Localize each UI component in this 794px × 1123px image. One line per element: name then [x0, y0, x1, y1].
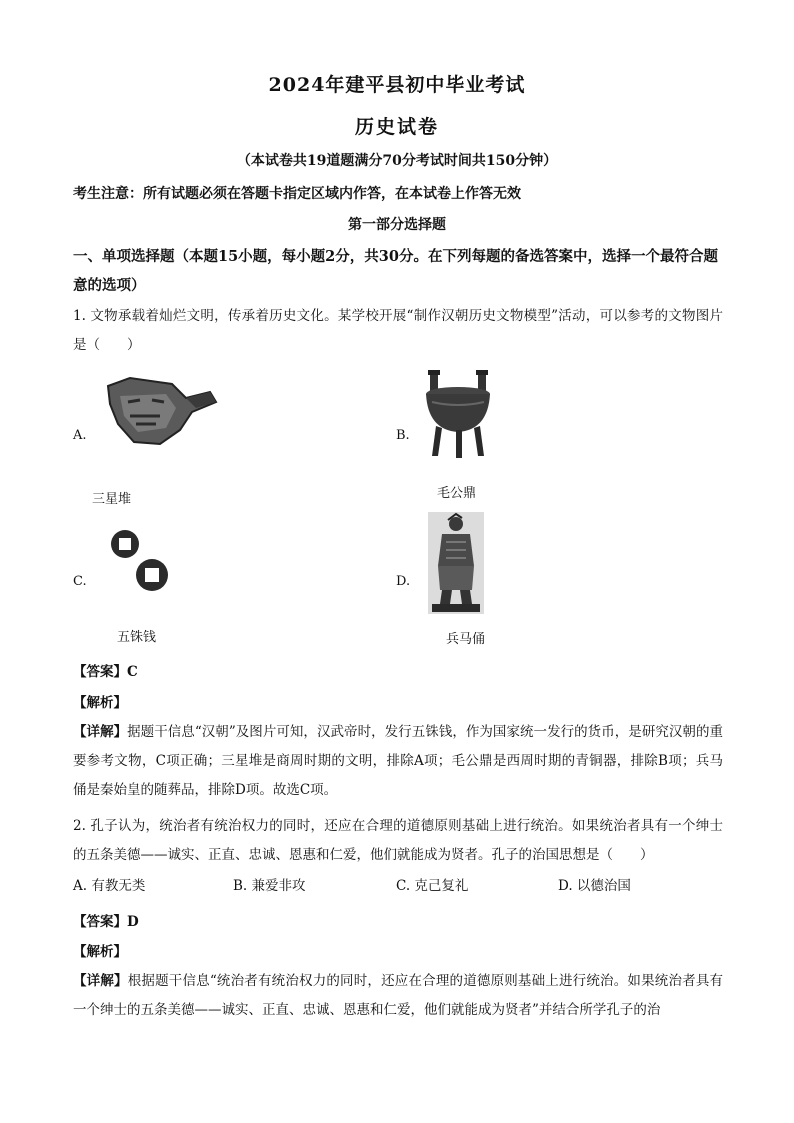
bronze-ding-icon	[420, 368, 500, 463]
q1-option-d-caption: 兵马俑	[446, 632, 486, 647]
q1-option-c-caption: 五铢钱	[117, 630, 157, 645]
q1-option-d-letter: D.	[396, 574, 411, 589]
q2-answer: 【答案】D	[73, 914, 139, 930]
exam-info: （本试卷共19道题满分70分考试时间共150分钟）	[236, 153, 558, 169]
bronze-mask-icon	[100, 372, 220, 462]
q1-detail	[73, 718, 723, 805]
q2-option-b: B. 兼爱非攻	[233, 878, 306, 894]
q2-option-d: D. 以德治国	[558, 878, 631, 894]
part-title: 第一部分选择题	[348, 217, 446, 233]
coin-icon	[105, 525, 175, 595]
q2-option-a: A. 有教无类	[73, 878, 146, 894]
q1-detail-text: 据题干信息“汉朝”及图片可知，汉武帝时，发行五铢钱，作为国家统一发行的货币，是研究汉朝的重要参考文物，C项正确；三星堆是商周时期的文明，排除A项；毛公鼎是西周时期的青铜器，排除B项；兵马俑是秦始皇的随葬品，排除D项。故选C项。	[73, 724, 723, 798]
section-intro: 一、单项选择题（本题15小题，每小题2分，共30分。在下列每题的备选答案中，选择一个最符合题意的选项）	[73, 248, 718, 294]
q2-detail-text: 根据题干信息“统治者有统治权力的同时，还应在合理的道德原则基础上进行统治。如果统治者具有一个绅士的五条美德——诚实、正直、忠诚、恩惠和仁爱，他们就能成为贤者”并结合所学孔子的治	[73, 973, 723, 1018]
exam-title: 2024年建平县初中毕业考试	[268, 74, 526, 96]
exam-subject: 历史试卷	[354, 116, 439, 138]
q1-option-b-letter: B.	[396, 428, 410, 443]
q2-option-c: C. 克己复礼	[396, 878, 469, 894]
q1-option-b-caption: 毛公鼎	[437, 486, 477, 501]
q1-option-a-caption: 三星堆	[92, 492, 132, 507]
q1-stem: 1. 文物承载着灿烂文明，传承着历史文化。某学校开展“制作汉朝历史文物模型”活动，可以参考的文物图片是（ ）	[73, 308, 723, 353]
q2-detail-label: 【详解】	[73, 973, 128, 989]
q1-analysis-label: 【解析】	[73, 695, 127, 711]
q2-stem: 2. 孔子认为，统治者有统治权力的同时，还应在合理的道德原则基础上进行统治。如果统治者具有一个绅士的五条美德——诚实、正直、忠诚、恩惠和仁爱，他们就能成为贤者。孔子的治国思想是（ ）	[73, 818, 723, 863]
q1-option-c-letter: C.	[73, 574, 87, 589]
q1-detail-label: 【详解】	[73, 724, 128, 740]
exam-notice: 考生注意：所有试题必须在答题卡指定区域内作答，在本试卷上作答无效	[73, 186, 521, 202]
q2-detail	[73, 967, 723, 1025]
q1-answer: 【答案】C	[73, 664, 138, 680]
q1-option-a-letter: A.	[73, 428, 87, 443]
terracotta-warrior-icon	[428, 512, 484, 614]
q2-analysis-label: 【解析】	[73, 944, 127, 960]
